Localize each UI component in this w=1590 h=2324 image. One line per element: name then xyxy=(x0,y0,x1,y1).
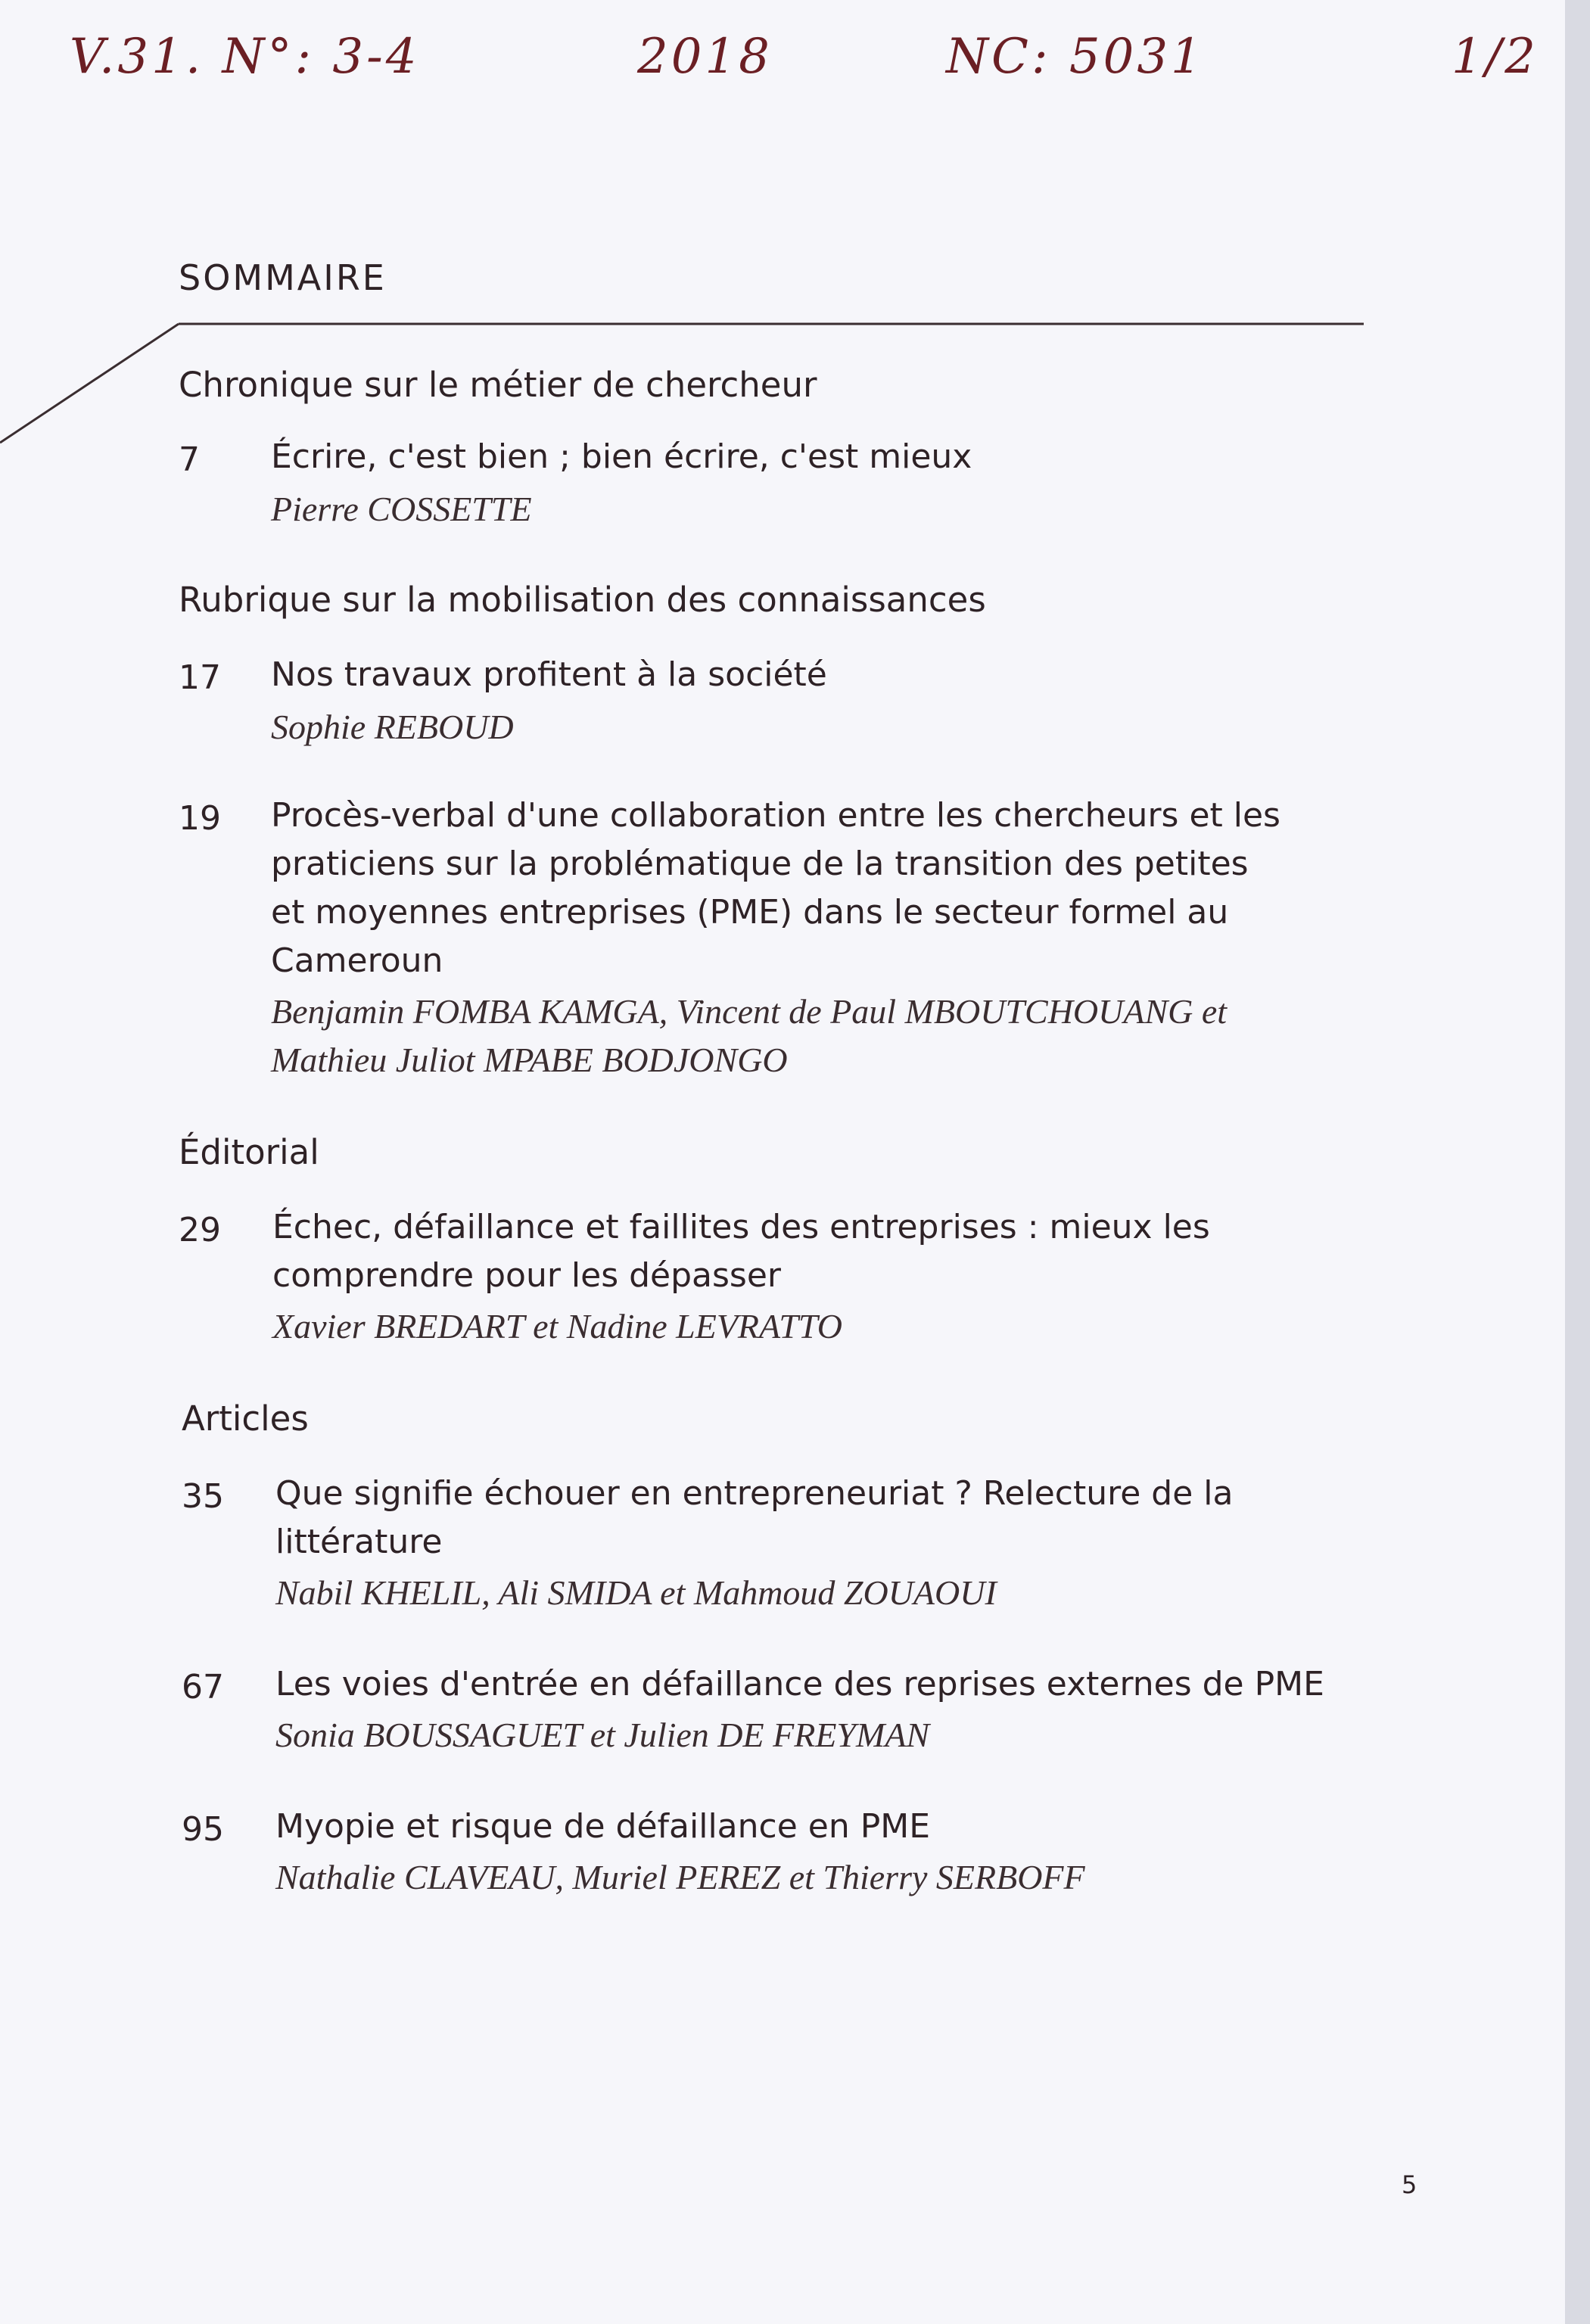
entry-authors-line: Mathieu Juliot MPABE BODJONGO xyxy=(271,1041,788,1079)
entry-page-number: 95 xyxy=(182,1810,224,1849)
entry-title-line: et moyennes entreprises (PME) dans le secteur formel au xyxy=(271,893,1229,932)
entry-title-line: comprendre pour les dépasser xyxy=(272,1256,782,1295)
entry-title-line: Échec, défaillance et faillites des entreprises : mieux les xyxy=(272,1208,1210,1246)
entry-authors: Xavier BREDART et Nadine LEVRATTO xyxy=(272,1307,842,1346)
entry-page-number: 17 xyxy=(179,658,221,697)
entry-page-number: 35 xyxy=(182,1477,224,1516)
entry-title: Écrire, c'est bien ; bien écrire, c'est mieux xyxy=(271,437,972,476)
diagonal-rule xyxy=(0,324,179,443)
section-heading-editorial: Éditorial xyxy=(179,1132,319,1172)
entry-page-number: 19 xyxy=(179,799,221,838)
section-heading-articles: Articles xyxy=(182,1398,309,1439)
entry-authors: Pierre COSSETTE xyxy=(271,490,532,528)
handwritten-volume: V.31. N°: 3-4 xyxy=(70,29,420,85)
entry-title-line: Que signifie échouer en entrepreneuriat ? Relecture de la xyxy=(275,1474,1234,1513)
entry-page-number: 29 xyxy=(179,1211,221,1249)
section-heading-chronique: Chronique sur le métier de chercheur xyxy=(179,365,817,405)
handwritten-call-number: NC: 5031 xyxy=(946,29,1205,85)
entry-authors: Sophie REBOUD xyxy=(271,708,514,746)
entry-title-line: Procès-verbal d'une collaboration entre les chercheurs et les xyxy=(271,796,1280,835)
page-edge xyxy=(1565,0,1590,2324)
entry-title-line: Cameroun xyxy=(271,941,443,980)
entry-page-number: 67 xyxy=(182,1668,224,1706)
entry-authors: Nabil KHELIL, Ali SMIDA et Mahmoud ZOUAOUI xyxy=(275,1573,997,1612)
sommaire-title: SOMMAIRE xyxy=(179,257,387,298)
entry-page-number: 7 xyxy=(179,440,200,479)
entry-title: Myopie et risque de défaillance en PME xyxy=(275,1807,931,1846)
page-number: 5 xyxy=(1402,2170,1417,2199)
entry-title xyxy=(271,792,1406,985)
entry-authors-line: Benjamin FOMBA KAMGA, Vincent de Paul MBOUTCHOUANG et xyxy=(271,992,1228,1031)
entry-title xyxy=(275,1470,1411,1566)
handwritten-copy: 1/2 xyxy=(1452,29,1539,85)
handwritten-year: 2018 xyxy=(637,29,773,85)
entry-authors: Sonia BOUSSAGUET et Julien DE FREYMAN xyxy=(275,1716,930,1754)
entry-title: Les voies d'entrée en défaillance des reprises externes de PME xyxy=(275,1665,1324,1703)
entry-title-line: littérature xyxy=(275,1523,443,1561)
entry-title-line: praticiens sur la problématique de la transition des petites xyxy=(271,845,1249,883)
entry-title: Nos travaux profitent à la société xyxy=(271,655,827,694)
entry-title xyxy=(272,1203,1408,1300)
section-heading-rubrique: Rubrique sur la mobilisation des connaissances xyxy=(179,580,986,620)
entry-authors: Nathalie CLAVEAU, Muriel PEREZ et Thierry SERBOFF xyxy=(275,1858,1085,1896)
